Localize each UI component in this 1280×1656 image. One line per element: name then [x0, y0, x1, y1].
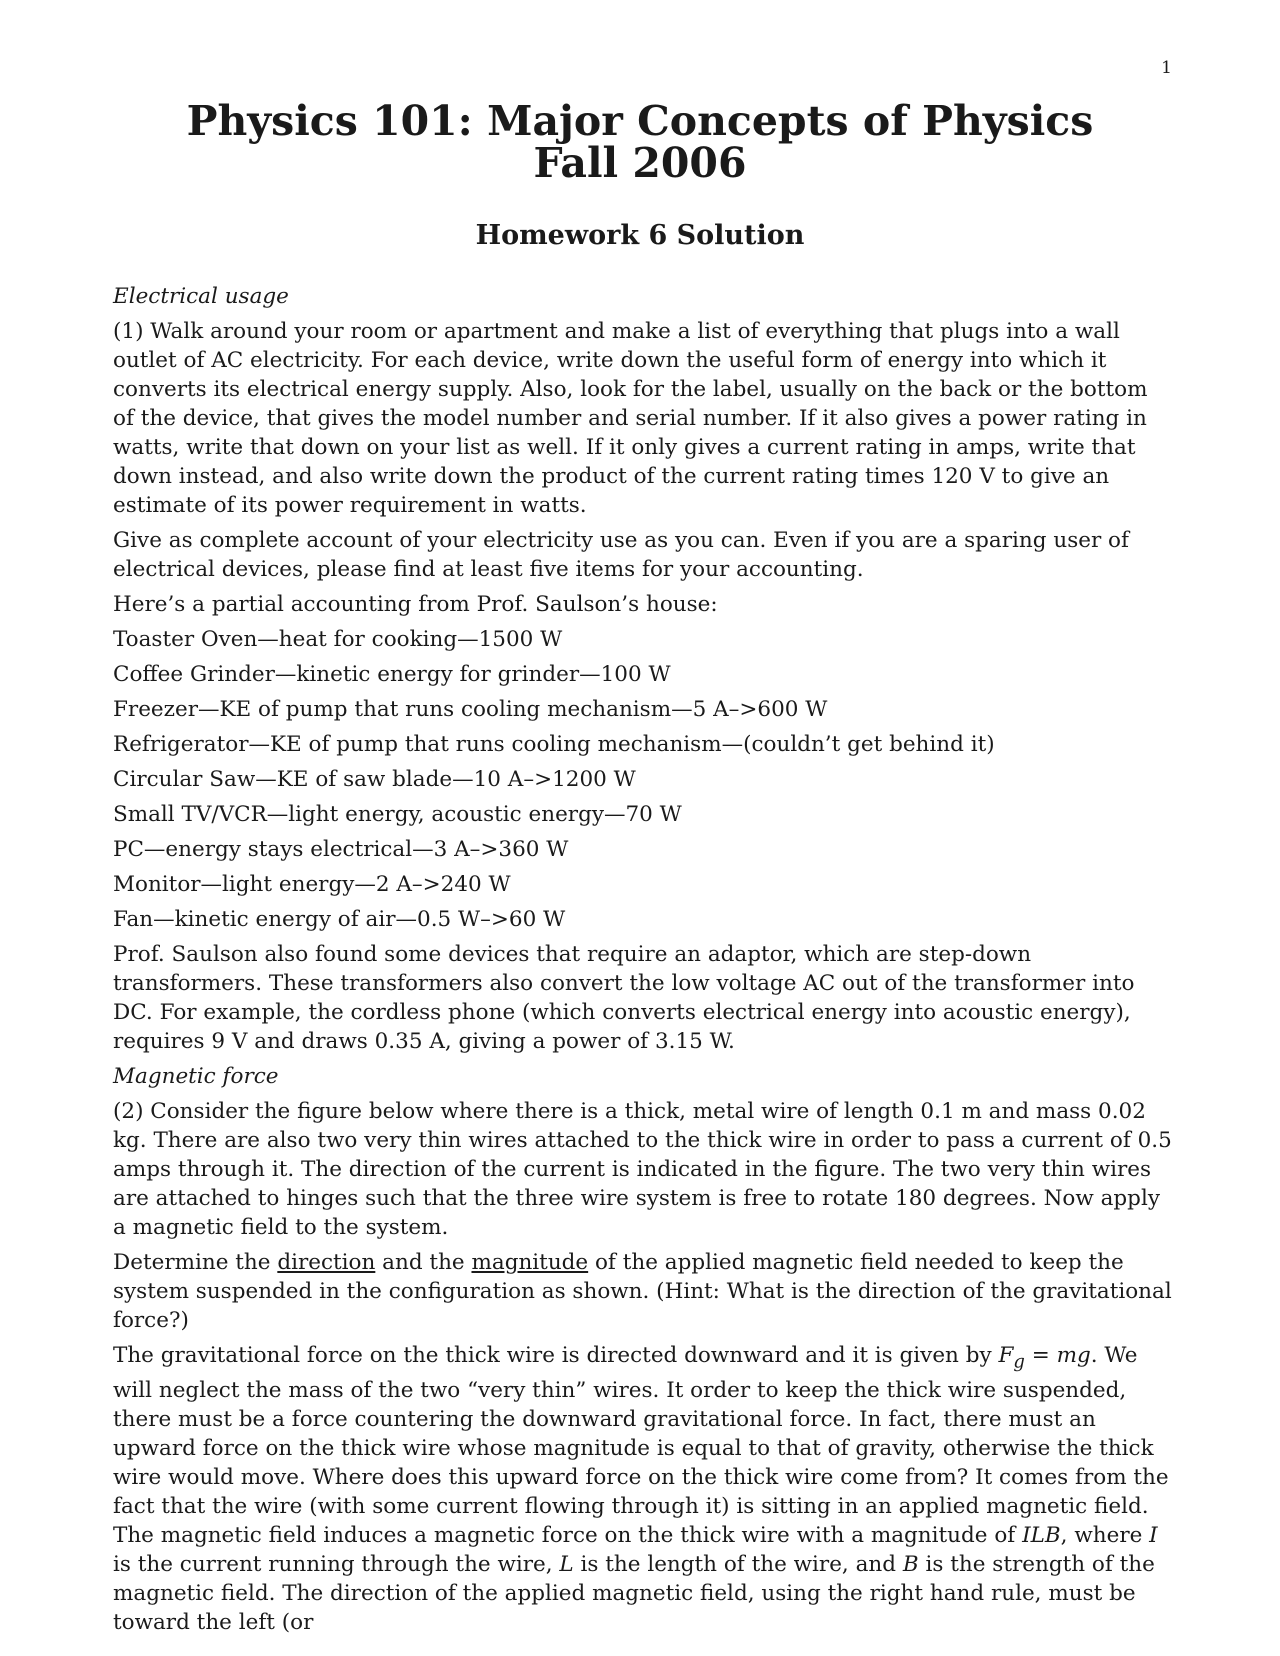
page-number: 1: [1161, 58, 1172, 78]
list-item: Coffee Grinder—kinetic energy for grinder—100 W: [113, 662, 671, 687]
list-item: Small TV/VCR—light energy, acoustic energy—70 W: [113, 802, 682, 827]
device-list: [113, 590, 1173, 934]
list-item: Refrigerator—KE of pump that runs cooling mechanism—(couldn’t get behind it): [113, 732, 995, 757]
question-1-paragraph: (1) Walk around your room or apartment and make a list of everything that plugs into a wall outlet of AC electricity. For each device, write down the useful form of energy into which it converts its electrical energy supply. Also, look for the label, usually on the back or the bottom of the device, that gives the model number and serial number. If it also gives a power rating in watts, write that down on your list as well. If it only gives a current rating in amps, write that down instead, and also write down the product of the current rating times 120 V to give an estimate of its power requirement in watts.: [113, 319, 1148, 518]
math-subscript-g: g: [1013, 1351, 1025, 1373]
math-var-L: L: [559, 1552, 574, 1578]
question-1-instructions: Give as complete account of your electricity use as you can. Even if you are a sparing user of electrical devices, please find at least five items for your accounting.: [113, 528, 1129, 582]
question-2-task: [113, 1248, 1173, 1335]
text-run: . We will neglect the mass of the two “very thin” wires. It order to keep the thick wire suspended, there must be a force countering the downward gravitational force. In fact, there must an upward force on the thick wire whose magnitude is equal to that of gravity, otherwise the thick wire would move. Where does this upward force on the thick wire come from? It comes from the fact that the wire (with some current flowing through it) is sitting in an applied magnetic field. The magnetic field induces a magnetic force on the thick wire with a magnitude of: [113, 1343, 1169, 1549]
text-run: , where: [1060, 1523, 1150, 1549]
underlined-word-magnitude: magnitude: [471, 1250, 589, 1275]
math-mg: mg: [1056, 1343, 1091, 1368]
answer-2-paragraph: [113, 1341, 1173, 1637]
text-run: The gravitational force on the thick wire is directed downward and it is given by: [113, 1343, 999, 1368]
list-item: Toaster Oven—heat for cooking—1500 W: [113, 627, 563, 652]
underlined-word-direction: direction: [277, 1250, 376, 1275]
question-2-paragraph: (2) Consider the figure below where there is a thick, metal wire of length 0.1 m and mass 0.02 kg. There are also two very thin wires attached to the thick wire in order to pass a current of 0.5 amps through it. The direction of the current is indicated in the figure. The two very thin wires are attached to hinges such that the three wire system is free to rotate 180 degrees. Now apply a magnetic field to the system.: [113, 1099, 1172, 1240]
section-heading-magnetic-force: Magnetic force: [113, 1064, 279, 1089]
math-var-I: I: [1149, 1523, 1158, 1549]
math-var-B: B: [902, 1552, 919, 1578]
text-run: is the strength of the magnetic field. The direction of the applied magnetic field, using the right hand rule, must be toward the left (or: [113, 1552, 1155, 1636]
list-item: PC—energy stays electrical—3 A–>360 W: [113, 837, 569, 862]
list-item: Circular Saw—KE of saw blade—10 A–>1200 W: [113, 767, 636, 792]
document-body: [113, 282, 1173, 1643]
device-list-intro: Here’s a partial accounting from Prof. Saulson’s house:: [113, 592, 718, 617]
math-var-F: F: [998, 1343, 1014, 1368]
list-item: Freezer—KE of pump that runs cooling mechanism—5 A–>600 W: [113, 697, 828, 722]
math-equals: =: [1024, 1343, 1057, 1368]
text-run: Determine the: [113, 1250, 278, 1275]
list-item: Monitor—light energy—2 A–>240 W: [113, 872, 511, 897]
text-run: of the applied magnetic field needed to keep the system suspended in the configuration as shown. (Hint: What is the direction of the gravitational force?): [113, 1250, 1172, 1333]
text-run: is the current running through the wire,: [113, 1552, 560, 1578]
document-subtitle: Homework 6 Solution: [475, 220, 805, 251]
page-title: [0, 97, 1280, 187]
title-line-course: Physics 101: Major Concepts of Physics: [186, 97, 1094, 145]
text-run: is the length of the wire, and: [573, 1552, 903, 1578]
text-run: and the: [375, 1250, 472, 1275]
adaptor-paragraph: Prof. Saulson also found some devices that require an adaptor, which are step-down transformers. These transformers also convert the low voltage AC out of the transformer into DC. For example, the cordless phone (which converts electrical energy into acoustic energy), requires 9 V and draws 0.35 A, giving a power of 3.15 W.: [113, 942, 1135, 1054]
list-item: Fan—kinetic energy of air—0.5 W–>60 W: [113, 907, 566, 932]
math-ILB: ILB: [1022, 1523, 1061, 1549]
title-line-term: Fall 2006: [533, 139, 747, 187]
section-heading-electrical-usage: Electrical usage: [113, 284, 289, 309]
